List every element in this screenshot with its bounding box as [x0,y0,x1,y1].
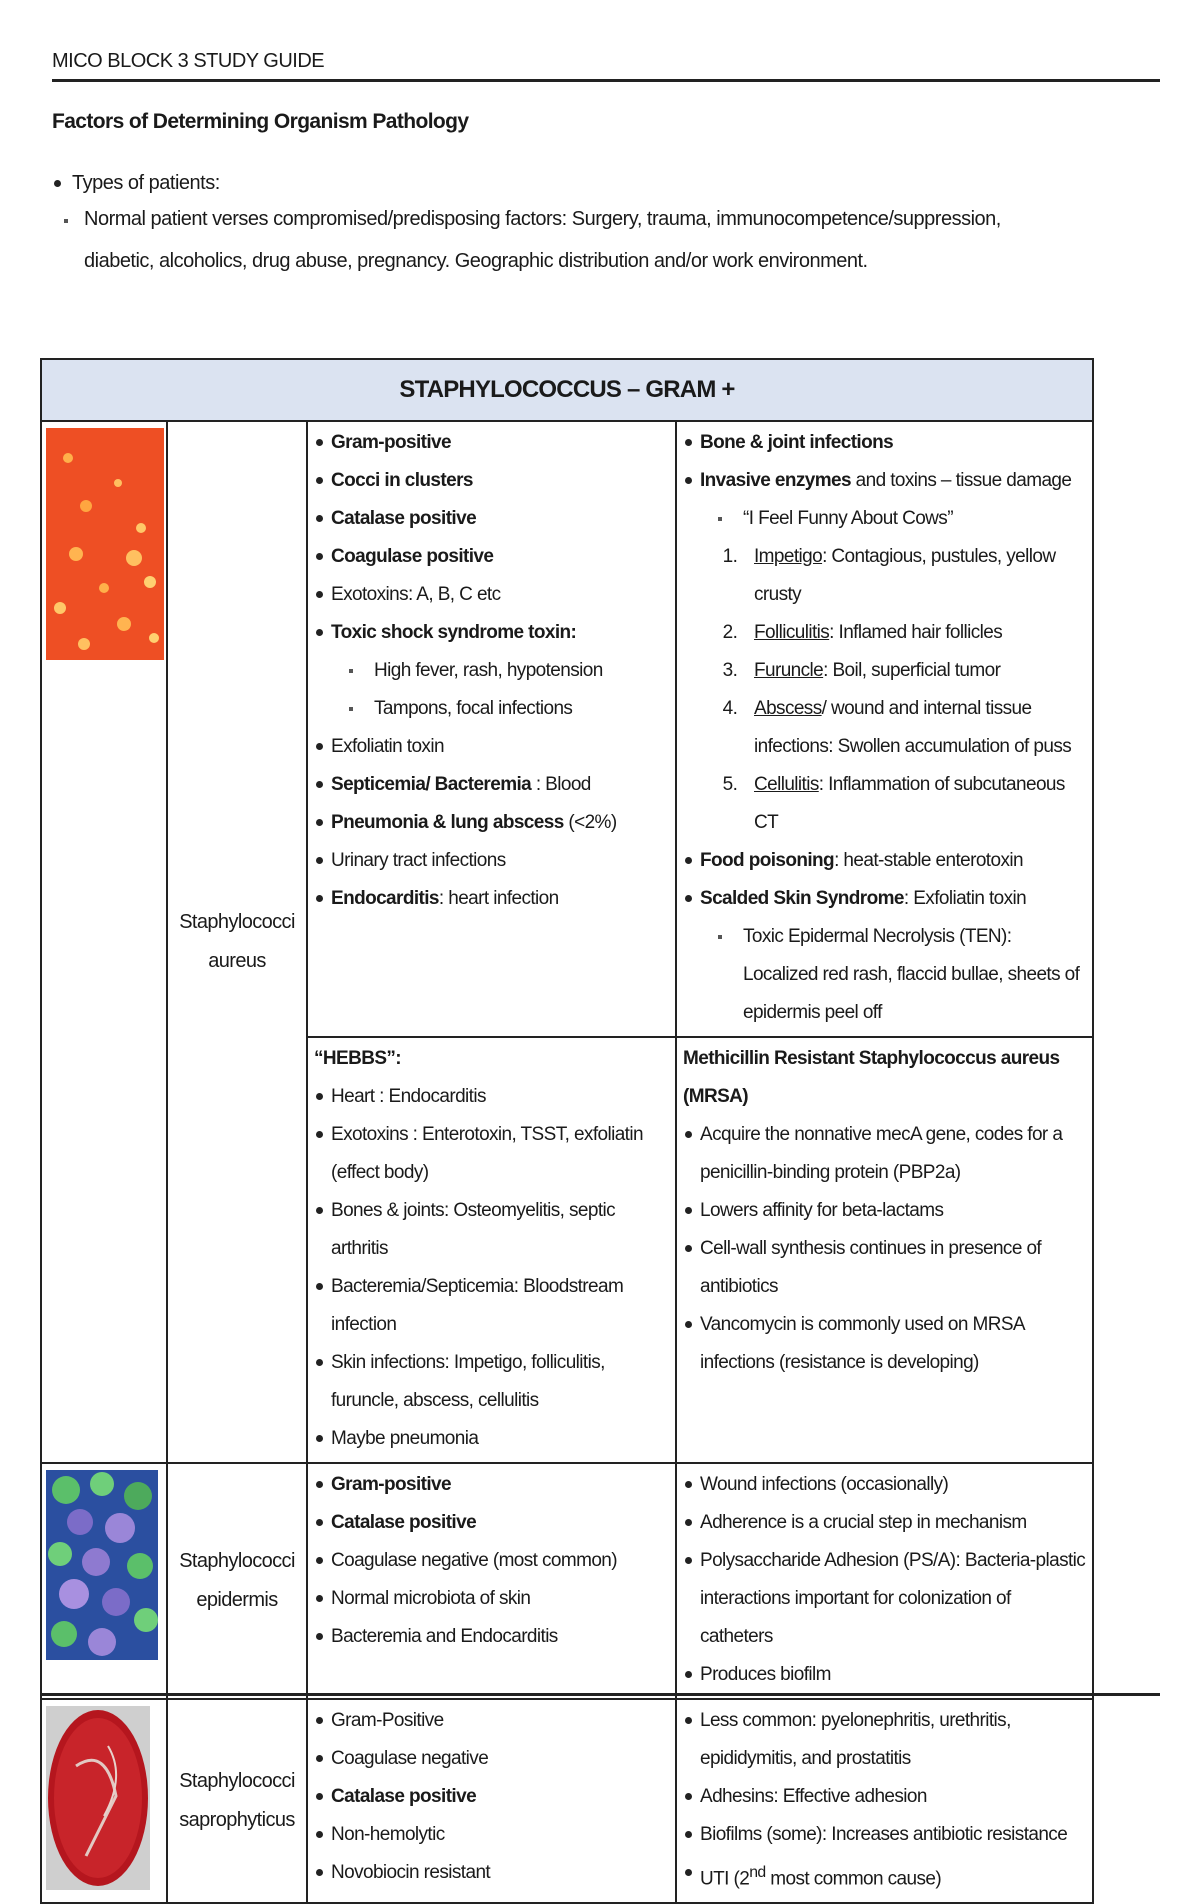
underlined-term: Impetigo [754,546,823,567]
aureus-culture-image [46,428,164,660]
epidermis-name-cell [167,1463,307,1699]
saprophyticus-image-cell [41,1699,167,1903]
document-header [52,50,1160,82]
hebbs-heading: “HEBBS”: [314,1048,402,1069]
list-item: Acquire the nonnative mecA gene, codes for a penicillin-binding protein (PBP2a) [683,1116,1086,1192]
saprophyticus-name-line1: Staphylococci [179,1770,295,1793]
header-title: MICO BLOCK 3 STUDY GUIDE [52,50,325,72]
aureus-image-cell [41,421,167,1463]
patient-types-label: Types of patients: [72,172,220,194]
underlined-term: Cellulitis [754,774,819,795]
list-item: Bacteremia and Endocarditis [314,1618,669,1656]
patient-types-detail: Normal patient verses compromised/predisposing factors: Surgery, trauma, immunocompetence/suppression, diabetic, alcoholics, drug abuse, pregnancy. Geographic distribution and/or work environment. [84,208,1001,272]
aureus-name-line1: Staphylococci [179,911,295,933]
bottom-rule [40,1693,1160,1696]
aureus-characteristics [307,421,676,1037]
list-item: Exfoliatin toxin [314,728,669,766]
bold-term: Septicemia/ Bacteremia [331,774,532,795]
list-item: Lowers affinity for beta-lactams [683,1192,1086,1230]
uti-ordinal: nd [749,1864,766,1881]
list-item: Produces biofilm [683,1656,1086,1694]
epidermis-image-cell [41,1463,167,1699]
list-item [683,462,1086,842]
epidermis-characteristics [307,1463,676,1699]
list-item: Coagulase positive [314,538,669,576]
list-item: Catalase positive [314,1504,669,1542]
aureus-name-line2: aureus [208,950,266,972]
bold-term: Endocarditis [331,888,439,909]
list-item: Gram-positive [314,424,669,462]
term-detail: : heat-stable enterotoxin [834,850,1023,871]
list-item: Exotoxins : Enterotoxin, TSST, exfoliatin (effect body) [314,1116,669,1192]
list-item [742,538,1086,614]
epidermis-micrograph-image [46,1470,158,1660]
list-item: Vancomycin is commonly used on MRSA infections (resistance is developing) [683,1306,1086,1382]
list-item [742,766,1086,842]
saprophyticus-characteristics [307,1699,676,1903]
list-item [314,614,669,728]
bold-term: Invasive enzymes [700,470,851,491]
list-item [314,880,669,918]
tsst-label: Toxic shock syndrome toxin: [331,622,577,643]
mrsa-cell [676,1037,1093,1463]
bullet-icon [54,180,61,187]
list-item: Bones & joints: Osteomyelitis, septic arthritis [314,1192,669,1268]
term-detail: / wound and internal tissue infections: Swollen accumulation of puss [754,698,1072,757]
list-item [683,880,1086,1032]
underlined-term: Abscess [754,698,822,719]
list-item: Gram-Positive [314,1702,669,1740]
list-item: Skin infections: Impetigo, folliculitis, furuncle, abscess, cellulitis [314,1344,669,1420]
saprophyticus-name-cell [167,1699,307,1903]
term-detail: : Inflammation of subcutaneous CT [754,774,1065,833]
list-item: High fever, rash, hypotension [349,652,669,690]
list-item: Exotoxins: A, B, C etc [314,576,669,614]
aureus-infections [676,421,1093,1037]
aureus-name-cell [167,421,307,1463]
list-item: Catalase positive [314,1778,669,1816]
list-item [742,690,1086,766]
table-title: STAPHYLOCOCCUS – GRAM + [41,359,1093,421]
list-item: Normal microbiota of skin [314,1580,669,1618]
section-title: Factors of Determining Organism Pathology [52,110,469,133]
list-item: Novobiocin resistant [314,1854,669,1892]
list-item: Tampons, focal infections [349,690,669,728]
list-item: “I Feel Funny About Cows” [718,500,1086,538]
list-item [742,614,1086,652]
list-item: Coagulase negative (most common) [314,1542,669,1580]
list-item: Cocci in clusters [314,462,669,500]
underlined-term: Folliculitis [754,622,830,643]
term-detail: and toxins – tissue damage [850,470,1072,491]
bold-term: Pneumonia & lung abscess [331,812,564,833]
list-item: Bacteremia/Septicemia: Bloodstream infection [314,1268,669,1344]
term-detail: : Boil, superficial tumor [823,660,1001,681]
list-item [314,766,669,804]
patient-types-block [52,172,1132,282]
term-detail: : Inflamed hair follicles [829,622,1003,643]
staphylococcus-table [40,358,1094,1904]
list-item: Adhesins: Effective adhesion [683,1778,1086,1816]
term-detail: : Contagious, pustules, yellow crusty [754,546,1056,605]
uti-text-rest: most common cause) [765,1868,942,1890]
list-item: Heart : Endocarditis [314,1078,669,1116]
mrsa-heading: Methicillin Resistant Staphylococcus aureus (MRSA) [683,1048,1060,1107]
term-detail: : heart infection [438,888,559,909]
list-item [683,1854,1086,1898]
list-item: Bone & joint infections [683,424,1086,462]
hebbs-cell [307,1037,676,1463]
term-detail: : Blood [531,774,591,795]
list-item: Biofilms (some): Increases antibiotic resistance [683,1816,1086,1854]
bold-term: Food poisoning [700,850,835,871]
saprophyticus-name-line2: saprophyticus [179,1809,295,1832]
list-item: Wound infections (occasionally) [683,1466,1086,1504]
list-item: Catalase positive [314,500,669,538]
sub-bullet-icon [64,219,68,223]
list-item: Urinary tract infections [314,842,669,880]
list-item: Coagulase negative [314,1740,669,1778]
epidermis-name-line1: Staphylococci [179,1550,295,1572]
saprophyticus-infections [676,1699,1093,1903]
list-item [314,804,669,842]
list-item: Adherence is a crucial step in mechanism [683,1504,1086,1542]
term-detail: : Exfoliatin toxin [903,888,1027,909]
list-item: Polysaccharide Adhesion (PS/A): Bacteria-plastic interactions important for colonization of catheters [683,1542,1086,1656]
list-item: Toxic Epidermal Necrolysis (TEN): Localized red rash, flaccid bullae, sheets of epidermis peel off [718,918,1086,1032]
uti-text: UTI (2 [700,1868,750,1890]
saprophyticus-blood-agar-image [46,1706,150,1890]
epidermis-name-line2: epidermis [196,1589,278,1611]
list-item: Non-hemolytic [314,1816,669,1854]
list-item: Maybe pneumonia [314,1420,669,1458]
list-item [742,652,1086,690]
bold-term: Scalded Skin Syndrome [700,888,904,909]
list-item: Cell-wall synthesis continues in presence of antibiotics [683,1230,1086,1306]
term-detail: (<2%) [563,812,617,833]
underlined-term: Furuncle [754,660,824,681]
list-item: Less common: pyelonephritis, urethritis, epididymitis, and prostatitis [683,1702,1086,1778]
list-item: Gram-positive [314,1466,669,1504]
epidermis-infections [676,1463,1093,1699]
list-item [683,842,1086,880]
